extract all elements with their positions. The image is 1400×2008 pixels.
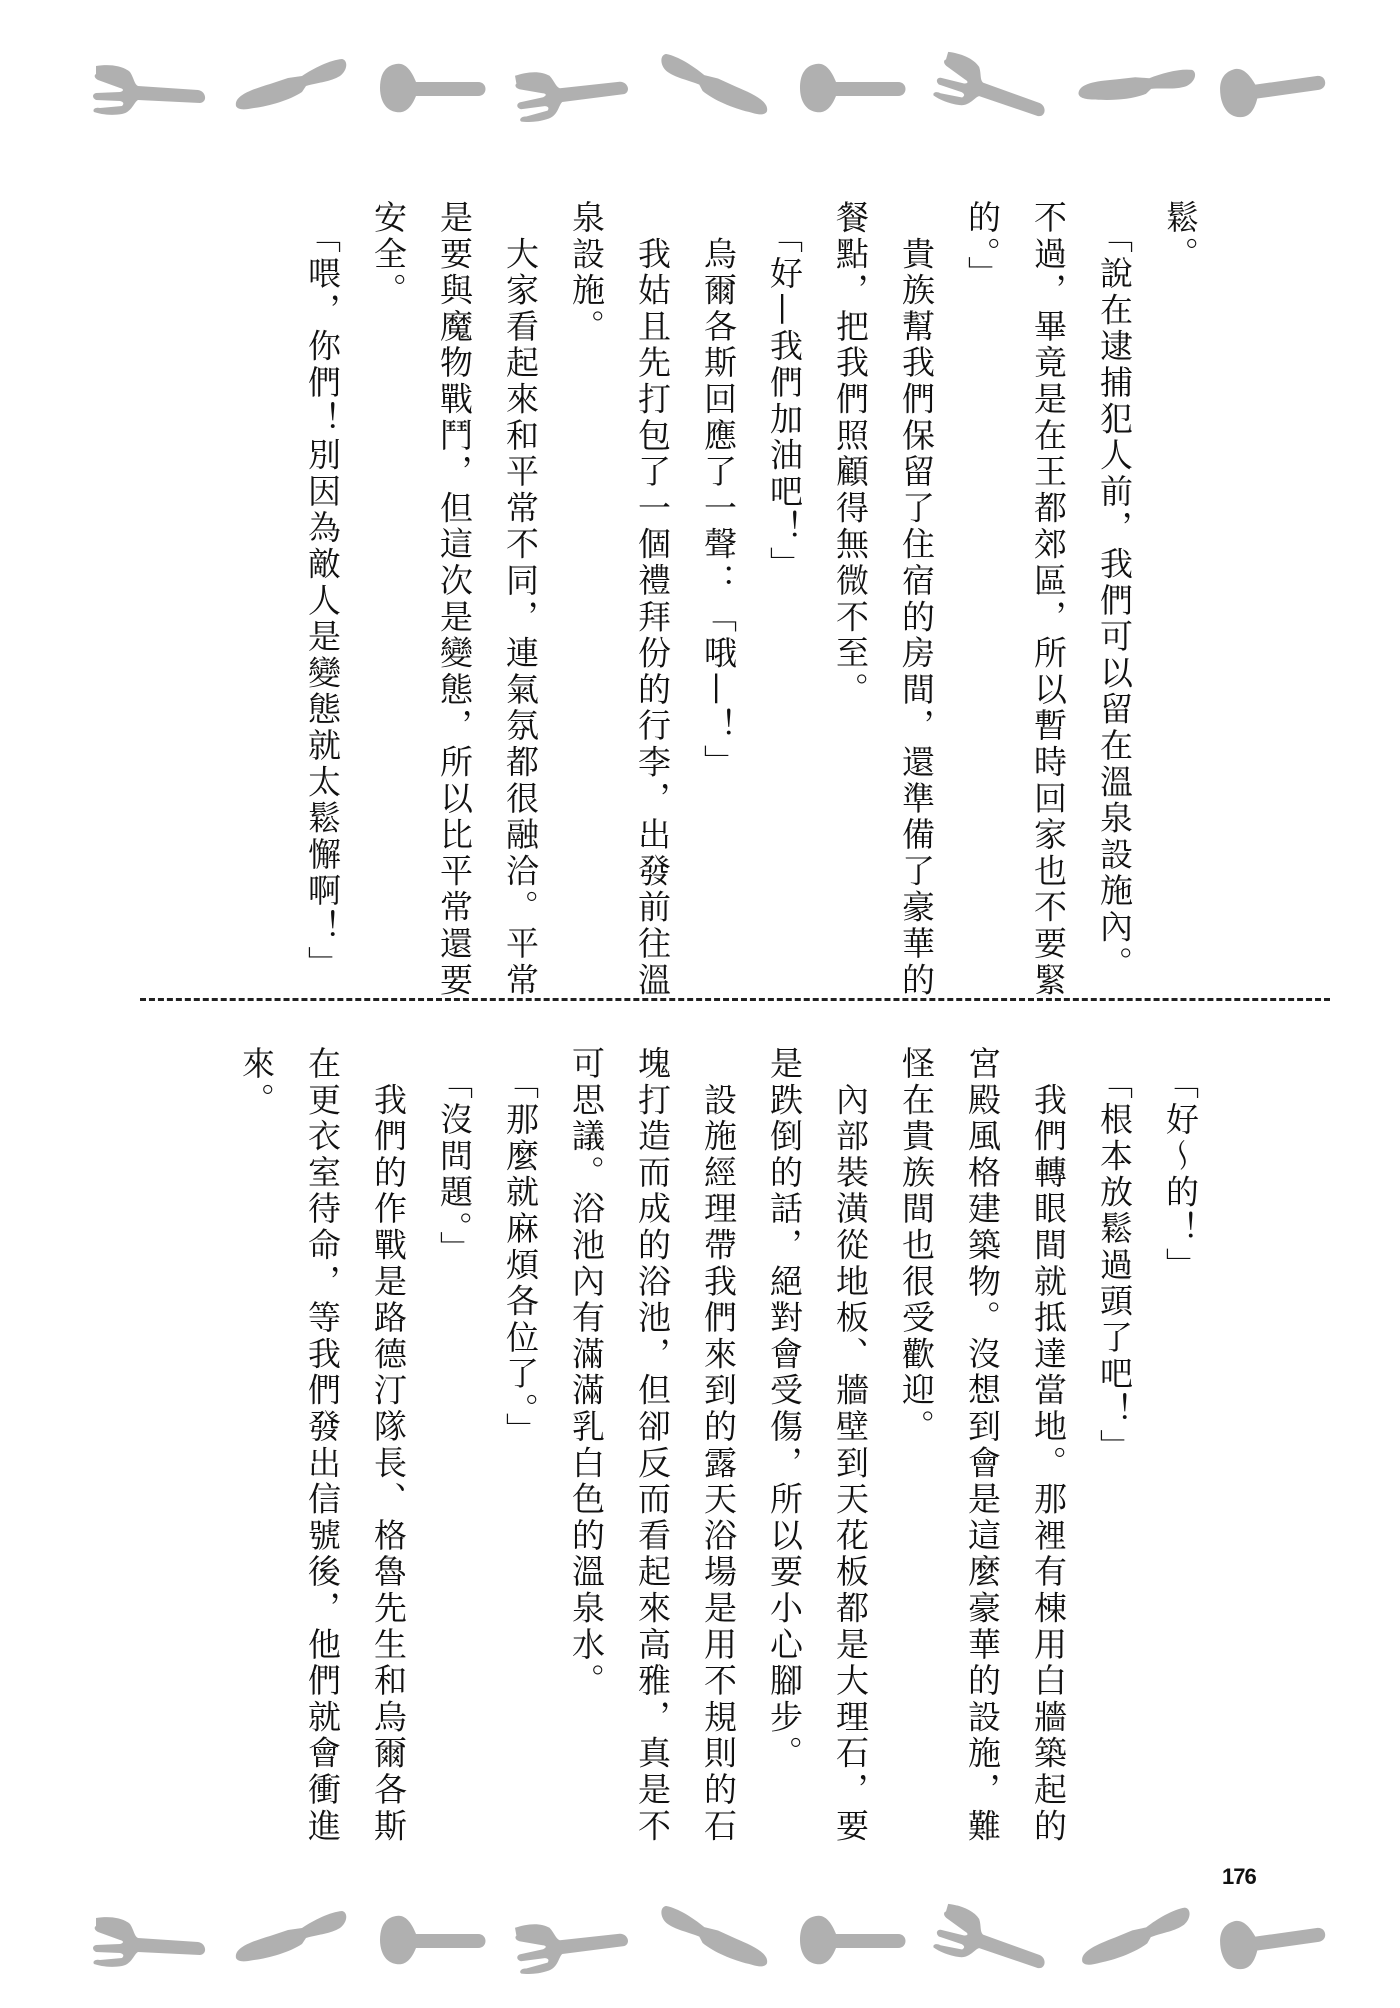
spoon-icon xyxy=(792,58,917,118)
text-column: 「那麼就麻煩各位了。」 xyxy=(501,1046,540,1449)
fork-icon xyxy=(926,42,1063,134)
text-column: 我們轉眼間就抵達當地。那裡有棟用白牆築起的 xyxy=(1029,1046,1068,1845)
text-column: 設施經理帶我們來到的露天浴場是用不規則的石 xyxy=(699,1046,738,1845)
knife-icon xyxy=(647,1904,778,1977)
fork-icon xyxy=(926,1894,1063,1986)
page-number: 176 xyxy=(1222,1864,1256,1889)
knife-icon xyxy=(1070,46,1205,131)
text-column: 「根本放鬆過頭了吧！」 xyxy=(1095,1046,1134,1466)
top-utensil-border xyxy=(0,58,1400,118)
fork-icon xyxy=(506,48,640,129)
text-column: 鬆。 xyxy=(1161,200,1200,273)
text-column: 「喂，你們！別因為敵人是變態就太鬆懈啊！」 xyxy=(303,200,342,983)
text-column: 怪在貴族間也很受歡迎。 xyxy=(897,1046,936,1446)
text-column: 可思議。浴池內有滿滿乳白色的溫泉水。 xyxy=(567,1046,606,1700)
text-column: 餐點，把我們照顧得無微不至。 xyxy=(831,200,870,709)
text-column: 「好—我們加油吧！」 xyxy=(765,200,804,583)
text-column: 「好～的！」 xyxy=(1161,1046,1200,1284)
bottom-utensil-border xyxy=(0,1910,1400,1970)
text-column: 塊打造而成的浴池，但卻反而看起來高雅，真是不 xyxy=(633,1046,672,1845)
fork-icon xyxy=(88,1910,213,1970)
text-column: 來。 xyxy=(237,1046,276,1119)
knife-icon xyxy=(230,1910,355,1970)
text-column: 我姑且先打包了一個禮拜份的行李，出發前往溫 xyxy=(633,200,672,999)
text-column: 是跌倒的話，絕對會受傷，所以要小心腳步。 xyxy=(765,1046,804,1772)
text-column: 我們的作戰是路德汀隊長、格魯先生和烏爾各斯 xyxy=(369,1046,408,1845)
text-column: 不過，畢竟是在王都郊區，所以暫時回家也不要緊 xyxy=(1029,200,1068,999)
text-column: 宮殿風格建築物。沒想到會是這麼豪華的設施，難 xyxy=(963,1046,1002,1845)
spoon-icon xyxy=(1208,1902,1340,1979)
text-column: 在更衣室待命，等我們發出信號後，他們就會衝進 xyxy=(303,1046,342,1845)
fork-icon xyxy=(88,58,213,118)
section-divider xyxy=(140,998,1330,1001)
text-column: 泉設施。 xyxy=(567,200,606,346)
knife-icon xyxy=(647,52,778,125)
text-column: 的。」 xyxy=(963,200,1002,293)
knife-icon xyxy=(1073,1906,1202,1975)
text-column: 內部裝潢從地板、牆壁到天花板都是大理石，要 xyxy=(831,1046,870,1845)
spoon-icon xyxy=(1208,50,1340,127)
text-column: 是要與魔物戰鬥，但這次是變態，所以比平常還要 xyxy=(435,200,474,999)
text-column: 安全。 xyxy=(369,200,408,309)
text-column: 烏爾各斯回應了一聲：「哦—！」 xyxy=(699,200,738,781)
text-column: 「說在逮捕犯人前，我們可以留在溫泉設施內。 xyxy=(1095,200,1134,983)
text-column: 大家看起來和平常不同，連氣氛都很融洽。平常 xyxy=(501,200,540,999)
text-column: 「沒問題。」 xyxy=(435,1046,474,1268)
fork-icon xyxy=(506,1900,640,1981)
knife-icon xyxy=(230,58,355,118)
text-column: 貴族幫我們保留了住宿的房間，還準備了豪華的 xyxy=(897,200,936,999)
spoon-icon xyxy=(372,58,497,118)
spoon-icon xyxy=(372,1910,497,1970)
spoon-icon xyxy=(792,1910,917,1970)
